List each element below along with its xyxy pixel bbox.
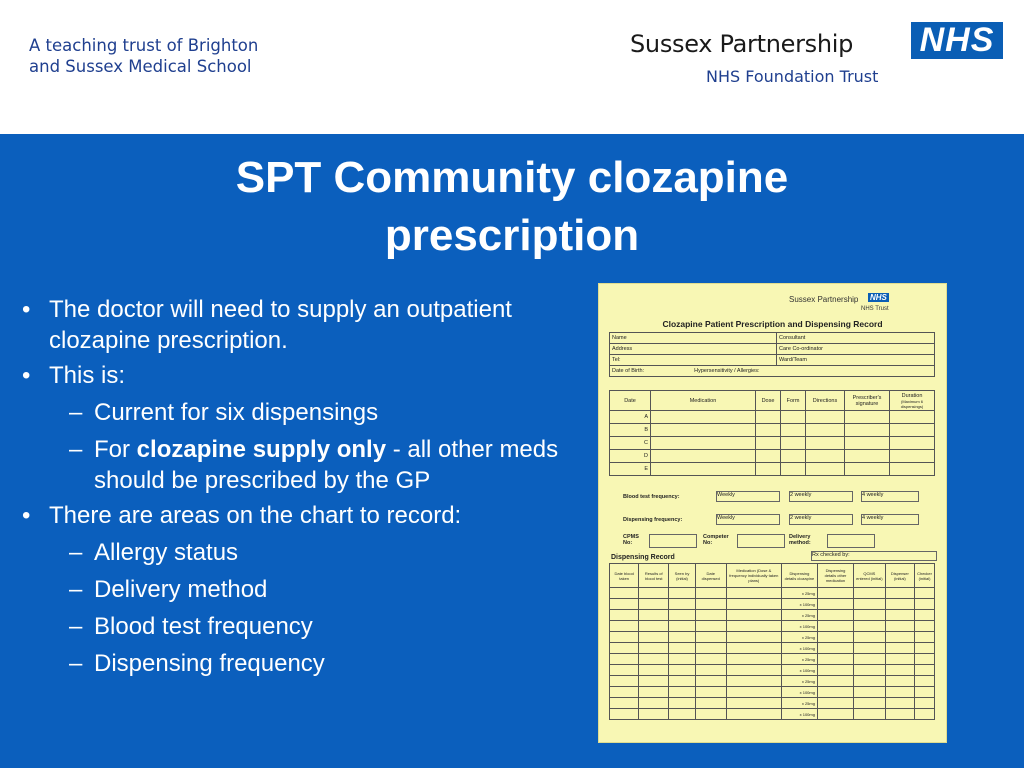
dose-cell: x 25mg — [781, 676, 817, 687]
rx-header: Date — [610, 391, 651, 411]
sub-bullet-item — [22, 434, 582, 496]
disp-cell — [854, 676, 886, 687]
bullet-list — [22, 290, 582, 679]
disp-cell — [639, 643, 669, 654]
disp-cell — [885, 665, 914, 676]
bullet-text: This is: — [49, 362, 126, 389]
disp-cell — [854, 610, 886, 621]
disp-cell — [639, 709, 669, 720]
dose-cell: x 100mg — [781, 665, 817, 676]
blood-opt-weekly: Weekly — [716, 491, 780, 502]
dispensing-record-table — [609, 563, 935, 720]
disp-row — [610, 588, 935, 599]
disp-row — [610, 687, 935, 698]
disp-header: Date dispensed — [695, 564, 726, 588]
disp-header: Dispensing details other medication — [817, 564, 853, 588]
patient-cell: Name — [610, 333, 777, 344]
cpms-label: CPMS No: — [623, 534, 639, 546]
rx-row — [610, 424, 935, 437]
disp-cell — [610, 610, 639, 621]
disp-cell — [669, 643, 695, 654]
teaching-trust-text — [29, 35, 258, 77]
disp-cell — [695, 665, 726, 676]
patient-details-table — [609, 332, 935, 377]
dose-cell: x 25mg — [781, 698, 817, 709]
disp-cell — [726, 676, 781, 687]
disp-header: Dispensing details clozapine — [781, 564, 817, 588]
disp-cell — [695, 643, 726, 654]
slide-header — [0, 0, 1024, 134]
dose-cell: x 25mg — [781, 632, 817, 643]
disp-cell — [726, 588, 781, 599]
disp-cell — [817, 676, 853, 687]
sub-bullet-marker: – — [69, 613, 83, 640]
delivery-box — [827, 534, 875, 548]
blood-opt-4weekly: 4 weekly — [861, 491, 919, 502]
allergy-label: Hypersensitivity / Allergies: — [694, 368, 760, 374]
dispensing-record-heading: Dispensing Record — [611, 554, 675, 561]
sub-bullet-item — [22, 574, 582, 605]
disp-cell — [817, 698, 853, 709]
rx-header: Prescriber's signature — [845, 391, 890, 411]
bullet-item — [22, 360, 582, 391]
org-name: Sussex Partnership — [630, 30, 854, 58]
disp-cell — [885, 610, 914, 621]
disp-cell — [915, 643, 935, 654]
disp-cell — [817, 621, 853, 632]
sub-bullet-text: Allergy status — [94, 539, 239, 566]
disp-cell — [639, 698, 669, 709]
disp-header-row — [610, 564, 935, 588]
dose-cell: x 100mg — [781, 687, 817, 698]
disp-cell — [726, 643, 781, 654]
disp-cell — [695, 588, 726, 599]
competer-label: Competer No: — [703, 534, 729, 546]
disp-cell — [695, 632, 726, 643]
disp-cell — [854, 599, 886, 610]
disp-cell — [695, 621, 726, 632]
disp-cell — [695, 709, 726, 720]
duration-note: (Maximum 6 dispensings) — [900, 398, 924, 409]
disp-cell — [885, 632, 914, 643]
disp-cell — [669, 709, 695, 720]
medication-table — [609, 390, 935, 476]
bullet-item — [22, 294, 582, 356]
form-trust-name: NHS Trust — [861, 306, 889, 312]
disp-header: Checker (initial) — [915, 564, 935, 588]
disp-opt-4weekly: 4 weekly — [861, 514, 919, 525]
form-org-name: Sussex Partnership — [789, 295, 859, 304]
competer-box — [737, 534, 785, 548]
rx-header: Form — [781, 391, 806, 411]
disp-cell — [639, 621, 669, 632]
disp-cell — [639, 654, 669, 665]
disp-cell — [885, 709, 914, 720]
disp-cell — [854, 632, 886, 643]
disp-cell — [610, 599, 639, 610]
disp-cell — [695, 676, 726, 687]
disp-cell — [639, 588, 669, 599]
disp-cell — [669, 588, 695, 599]
disp-row — [610, 621, 935, 632]
disp-cell — [610, 709, 639, 720]
dispensing-freq-label: Dispensing frequency: — [623, 517, 683, 523]
disp-cell — [695, 654, 726, 665]
rx-header: Directions — [806, 391, 845, 411]
teaching-line-1: A teaching trust of Brighton — [29, 36, 259, 55]
disp-cell — [854, 709, 886, 720]
disp-cell — [639, 665, 669, 676]
disp-cell — [885, 676, 914, 687]
disp-cell — [726, 621, 781, 632]
rx-header-duration — [890, 391, 935, 411]
cpms-box — [649, 534, 697, 548]
disp-cell — [854, 621, 886, 632]
disp-cell — [915, 676, 935, 687]
disp-cell — [885, 621, 914, 632]
disp-cell — [817, 654, 853, 665]
rx-row-letter: A — [610, 411, 651, 424]
dob-allergy-cell — [610, 366, 935, 377]
disp-cell — [817, 632, 853, 643]
sub-bullet-item — [22, 537, 582, 568]
disp-cell — [885, 599, 914, 610]
bullet-marker: • — [22, 296, 31, 323]
disp-cell — [915, 599, 935, 610]
bullet-text: The doctor will need to supply an outpatient clozapine prescription. — [49, 296, 512, 354]
blood-opt-2weekly: 2 weekly — [789, 491, 853, 502]
disp-cell — [915, 709, 935, 720]
nhs-logo: NHS — [911, 22, 1003, 59]
rx-header: Dose — [756, 391, 781, 411]
disp-row — [610, 665, 935, 676]
disp-cell — [726, 632, 781, 643]
sub-bullet-marker: – — [69, 399, 83, 426]
patient-cell: Consultant — [777, 333, 935, 344]
disp-cell — [885, 654, 914, 665]
disp-cell — [669, 665, 695, 676]
rx-row-letter: E — [610, 463, 651, 476]
disp-cell — [610, 654, 639, 665]
form-title: Clozapine Patient Prescription and Dispensing Record — [662, 319, 883, 329]
disp-opt-weekly: Weekly — [716, 514, 780, 525]
disp-header: Medication (Dose & frequency individually taken plans) — [726, 564, 781, 588]
bullet-text: There are areas on the chart to record: — [49, 502, 462, 529]
disp-cell — [726, 665, 781, 676]
disp-cell — [610, 632, 639, 643]
delivery-label: Delivery method: — [789, 534, 811, 546]
rx-row-letter: B — [610, 424, 651, 437]
rx-header: Duration — [901, 392, 923, 399]
disp-cell — [817, 610, 853, 621]
title-line-1: SPT Community clozapine — [235, 153, 789, 202]
disp-cell — [695, 687, 726, 698]
patient-row — [610, 344, 935, 355]
title-line-2: prescription — [384, 211, 640, 260]
disp-row — [610, 676, 935, 687]
disp-cell — [610, 665, 639, 676]
disp-cell — [817, 665, 853, 676]
disp-row — [610, 632, 935, 643]
rx-row — [610, 463, 935, 476]
disp-cell — [915, 687, 935, 698]
disp-header: QCMS entered (initial) — [854, 564, 886, 588]
rx-checked-box: Rx checked by: — [811, 551, 937, 561]
disp-row — [610, 610, 935, 621]
disp-cell — [885, 588, 914, 599]
patient-row — [610, 366, 935, 377]
disp-cell — [669, 676, 695, 687]
disp-cell — [669, 610, 695, 621]
disp-cell — [854, 588, 886, 599]
org-subtitle: NHS Foundation Trust — [706, 67, 879, 86]
teaching-line-2: and Sussex Medical School — [29, 57, 252, 76]
disp-cell — [639, 599, 669, 610]
disp-cell — [726, 610, 781, 621]
disp-cell — [610, 687, 639, 698]
disp-cell — [695, 610, 726, 621]
dob-label: Date of Birth: — [612, 368, 645, 374]
disp-cell — [726, 687, 781, 698]
disp-cell — [639, 610, 669, 621]
disp-cell — [610, 643, 639, 654]
dose-cell: x 25mg — [781, 588, 817, 599]
patient-row — [610, 333, 935, 344]
disp-cell — [726, 599, 781, 610]
sub-bullet-text: Delivery method — [94, 576, 268, 603]
disp-cell — [817, 643, 853, 654]
disp-cell — [915, 610, 935, 621]
dose-cell: x 25mg — [781, 654, 817, 665]
patient-cell: Tel: — [610, 355, 777, 366]
disp-header: Results of blood test — [639, 564, 669, 588]
disp-cell — [854, 698, 886, 709]
sub-bullet-text: Dispensing frequency — [94, 650, 325, 677]
rx-row-letter: C — [610, 437, 651, 450]
disp-cell — [915, 698, 935, 709]
sub-bullet-text: Blood test frequency — [94, 613, 313, 640]
slide-title — [0, 149, 1024, 265]
disp-cell — [639, 632, 669, 643]
disp-cell — [854, 654, 886, 665]
disp-cell — [817, 588, 853, 599]
sub-bullet-text: meds should be prescribed by the GP — [94, 436, 559, 494]
disp-cell — [854, 665, 886, 676]
disp-cell — [669, 621, 695, 632]
disp-row — [610, 643, 935, 654]
disp-cell — [885, 687, 914, 698]
bullet-marker: • — [22, 502, 31, 529]
disp-cell — [885, 643, 914, 654]
rx-row — [610, 437, 935, 450]
disp-cell — [915, 588, 935, 599]
disp-cell — [817, 599, 853, 610]
sub-bullet-marker: – — [69, 576, 83, 603]
disp-cell — [726, 698, 781, 709]
disp-cell — [817, 709, 853, 720]
bullet-marker: • — [22, 362, 31, 389]
sub-bullet-prefix: For — [94, 436, 137, 463]
sub-bullet-item — [22, 397, 582, 428]
form-nhs-logo: NHS — [870, 293, 887, 302]
disp-cell — [610, 698, 639, 709]
disp-cell — [639, 687, 669, 698]
disp-cell — [669, 654, 695, 665]
disp-header: Dispenser (initial) — [885, 564, 914, 588]
disp-header: Seen by (initial) — [669, 564, 695, 588]
dose-cell: x 100mg — [781, 709, 817, 720]
prescription-form-image — [598, 283, 947, 743]
sub-bullet-marker: – — [69, 436, 83, 463]
disp-cell — [695, 599, 726, 610]
disp-cell — [639, 676, 669, 687]
disp-cell — [610, 621, 639, 632]
disp-cell — [854, 643, 886, 654]
patient-row — [610, 355, 935, 366]
sub-bullet-suffix: - all other — [386, 436, 493, 463]
disp-cell — [610, 676, 639, 687]
disp-row — [610, 698, 935, 709]
disp-cell — [669, 632, 695, 643]
dose-cell: x 25mg — [781, 610, 817, 621]
rx-header: Medication — [651, 391, 756, 411]
sub-bullet-bold: clozapine supply only — [136, 436, 387, 463]
disp-cell — [915, 621, 935, 632]
disp-cell — [726, 654, 781, 665]
disp-cell — [669, 687, 695, 698]
sub-bullet-marker: – — [69, 650, 83, 677]
disp-cell — [915, 654, 935, 665]
disp-cell — [695, 698, 726, 709]
disp-cell — [669, 599, 695, 610]
rx-row — [610, 411, 935, 424]
sub-bullet-text: Current for six dispensings — [94, 399, 379, 426]
dose-cell: x 100mg — [781, 621, 817, 632]
disp-opt-2weekly: 2 weekly — [789, 514, 853, 525]
disp-row — [610, 599, 935, 610]
sub-bullet-marker: – — [69, 539, 83, 566]
disp-cell — [854, 687, 886, 698]
disp-cell — [817, 687, 853, 698]
blood-test-label: Blood test frequency: — [623, 494, 680, 500]
disp-cell — [726, 709, 781, 720]
sub-bullet-item — [22, 611, 582, 642]
patient-cell: Address — [610, 344, 777, 355]
disp-row — [610, 654, 935, 665]
patient-cell: Care Co-ordinator — [777, 344, 935, 355]
patient-cell: Ward/Team — [777, 355, 935, 366]
disp-header: Date blood taken — [610, 564, 639, 588]
disp-cell — [885, 698, 914, 709]
dose-cell: x 100mg — [781, 599, 817, 610]
rx-header-row — [610, 391, 935, 411]
bullet-item — [22, 500, 582, 531]
disp-cell — [915, 665, 935, 676]
disp-cell — [669, 698, 695, 709]
rx-row — [610, 450, 935, 463]
disp-cell — [610, 588, 639, 599]
disp-row — [610, 709, 935, 720]
sub-bullet-item — [22, 648, 582, 679]
dose-cell: x 100mg — [781, 643, 817, 654]
rx-row-letter: D — [610, 450, 651, 463]
disp-cell — [915, 632, 935, 643]
